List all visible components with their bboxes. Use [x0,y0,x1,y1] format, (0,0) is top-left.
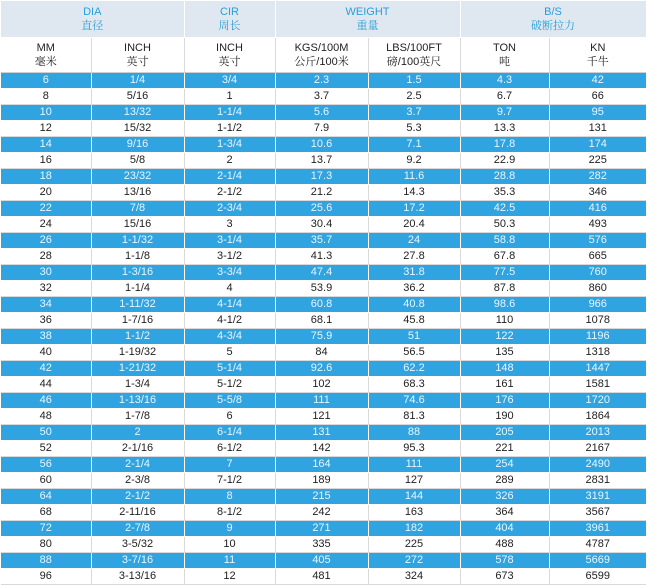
cell-weight-lbs: 1.5 [368,73,460,89]
cell-bs-kn: 95 [549,105,646,121]
cell-dia-inch: 1-3/16 [91,265,184,281]
cell-bs-kn: 4787 [549,537,646,553]
unit-sublabel: 吨 [499,56,510,68]
cell-weight-kgs: 84 [275,345,368,361]
cell-weight-kgs: 3.7 [275,89,368,105]
unit-label: KN [590,42,606,54]
cell-cir-inch: 7 [184,457,275,473]
table-row [1,281,646,297]
table-row [1,409,646,425]
cell-weight-lbs: 14.3 [368,185,460,201]
cell-bs-ton: 161 [460,377,549,393]
cell-bs-kn: 174 [549,137,646,153]
cell-bs-ton: 77.5 [460,265,549,281]
table-row [1,569,646,585]
cell-cir-inch: 5-5/8 [184,393,275,409]
cell-weight-kgs: 271 [275,521,368,537]
cell-dia-mm: 14 [1,137,91,153]
cell-dia-inch: 1-1/2 [91,329,184,345]
table-row [1,553,646,569]
cell-bs-kn: 2831 [549,473,646,489]
cell-weight-lbs: 27.8 [368,249,460,265]
cell-cir-inch: 1-3/4 [184,137,275,153]
cell-cir-inch: 4-1/4 [184,297,275,313]
cell-weight-lbs: 20.4 [368,217,460,233]
cell-cir-inch: 1-1/4 [184,105,275,121]
table-row [1,505,646,521]
cell-bs-ton: 673 [460,569,549,585]
cell-bs-kn: 665 [549,249,646,265]
cell-weight-kgs: 17.3 [275,169,368,185]
cell-bs-ton: 87.8 [460,281,549,297]
cell-dia-inch: 2-11/16 [91,505,184,521]
group-label: B/S [544,6,562,18]
cell-weight-lbs: 7.1 [368,137,460,153]
cell-bs-ton: 221 [460,441,549,457]
cell-weight-kgs: 47.4 [275,265,368,281]
cell-bs-kn: 493 [549,217,646,233]
cell-bs-kn: 1196 [549,329,646,345]
cell-weight-lbs: 40.8 [368,297,460,313]
cell-weight-kgs: 215 [275,489,368,505]
cell-dia-inch: 1-19/32 [91,345,184,361]
unit-header-inch-dia [91,38,184,73]
group-sublabel: 周长 [218,20,241,32]
table-row [1,169,646,185]
cell-bs-ton: 254 [460,457,549,473]
cell-dia-inch: 23/32 [91,169,184,185]
cell-bs-ton: 190 [460,409,549,425]
cell-dia-inch: 1-7/16 [91,313,184,329]
cell-bs-ton: 35.3 [460,185,549,201]
unit-label: KGS/100M [294,42,349,54]
cell-bs-ton: 135 [460,345,549,361]
cell-bs-kn: 6599 [549,569,646,585]
cell-dia-mm: 60 [1,473,91,489]
cell-weight-kgs: 2.3 [275,73,368,89]
table-row [1,73,646,89]
unit-header-mm [1,38,91,73]
cell-bs-ton: 28.8 [460,169,549,185]
table-body [1,73,646,585]
cell-dia-inch: 2-1/4 [91,457,184,473]
cell-weight-lbs: 31.8 [368,265,460,281]
cell-weight-kgs: 189 [275,473,368,489]
cell-weight-kgs: 92.6 [275,361,368,377]
cell-bs-ton: 122 [460,329,549,345]
cell-dia-inch: 1-21/32 [91,361,184,377]
cell-cir-inch: 1-1/2 [184,121,275,137]
cell-bs-ton: 205 [460,425,549,441]
cell-weight-lbs: 11.6 [368,169,460,185]
cell-bs-kn: 131 [549,121,646,137]
cell-cir-inch: 4 [184,281,275,297]
cell-bs-ton: 22.9 [460,153,549,169]
unit-header-row [1,38,646,73]
cell-dia-mm: 28 [1,249,91,265]
cell-weight-kgs: 35.7 [275,233,368,249]
table-row [1,201,646,217]
table-row [1,441,646,457]
cell-bs-kn: 3961 [549,521,646,537]
cell-dia-mm: 30 [1,265,91,281]
cell-cir-inch: 2-1/4 [184,169,275,185]
cell-cir-inch: 10 [184,537,275,553]
cell-dia-mm: 50 [1,425,91,441]
cell-bs-kn: 1447 [549,361,646,377]
cell-dia-mm: 68 [1,505,91,521]
cell-weight-lbs: 2.5 [368,89,460,105]
cell-bs-ton: 9.7 [460,105,549,121]
cell-cir-inch: 1 [184,89,275,105]
cell-cir-inch: 6-1/4 [184,425,275,441]
cell-cir-inch: 2 [184,153,275,169]
cell-cir-inch: 3-1/2 [184,249,275,265]
unit-sublabel: 千牛 [586,56,609,68]
group-label: CIR [220,6,239,18]
cell-weight-lbs: 24 [368,233,460,249]
cell-weight-lbs: 62.2 [368,361,460,377]
cell-dia-mm: 52 [1,441,91,457]
cell-dia-inch: 1-1/32 [91,233,184,249]
unit-sublabel: 英寸 [126,56,149,68]
cell-dia-mm: 32 [1,281,91,297]
cell-dia-mm: 18 [1,169,91,185]
cell-weight-lbs: 127 [368,473,460,489]
cell-bs-ton: 364 [460,505,549,521]
cell-weight-lbs: 182 [368,521,460,537]
cell-cir-inch: 5 [184,345,275,361]
cell-weight-lbs: 163 [368,505,460,521]
cell-dia-inch: 2-3/8 [91,473,184,489]
cell-dia-inch: 7/8 [91,201,184,217]
cell-dia-mm: 8 [1,89,91,105]
cell-dia-inch: 1-1/8 [91,249,184,265]
cell-weight-kgs: 242 [275,505,368,521]
cell-bs-kn: 3191 [549,489,646,505]
cell-bs-ton: 404 [460,521,549,537]
cell-cir-inch: 6 [184,409,275,425]
table-row [1,457,646,473]
cell-bs-ton: 6.7 [460,89,549,105]
unit-sublabel: 毫米 [34,56,57,68]
group-header-cir [184,1,275,38]
rope-spec-table [1,1,647,585]
unit-header-kn [549,38,646,73]
unit-header-lbs [368,38,460,73]
cell-dia-mm: 36 [1,313,91,329]
table-row [1,393,646,409]
cell-weight-lbs: 81.3 [368,409,460,425]
group-sublabel: 直径 [81,20,104,32]
cell-weight-lbs: 88 [368,425,460,441]
spec-table-container [0,1,647,582]
cell-dia-inch: 9/16 [91,137,184,153]
cell-bs-ton: 4.3 [460,73,549,89]
cell-weight-lbs: 56.5 [368,345,460,361]
cell-dia-inch: 5/16 [91,89,184,105]
cell-weight-kgs: 41.3 [275,249,368,265]
unit-label: INCH [216,42,243,54]
cell-weight-kgs: 13.7 [275,153,368,169]
cell-cir-inch: 3/4 [184,73,275,89]
cell-weight-kgs: 111 [275,393,368,409]
cell-dia-mm: 88 [1,553,91,569]
table-row [1,249,646,265]
cell-weight-kgs: 21.2 [275,185,368,201]
table-row [1,425,646,441]
table-row [1,473,646,489]
cell-cir-inch: 12 [184,569,275,585]
table-row [1,121,646,137]
cell-dia-mm: 26 [1,233,91,249]
cell-weight-lbs: 74.6 [368,393,460,409]
cell-bs-kn: 576 [549,233,646,249]
cell-bs-kn: 5669 [549,553,646,569]
table-row [1,297,646,313]
unit-label: LBS/100FT [386,42,442,54]
cell-dia-mm: 80 [1,537,91,553]
cell-weight-kgs: 75.9 [275,329,368,345]
cell-dia-inch: 2-1/16 [91,441,184,457]
cell-cir-inch: 5-1/2 [184,377,275,393]
cell-bs-kn: 966 [549,297,646,313]
cell-bs-kn: 1864 [549,409,646,425]
table-row [1,345,646,361]
cell-cir-inch: 4-3/4 [184,329,275,345]
cell-dia-inch: 2-1/2 [91,489,184,505]
cell-weight-lbs: 9.2 [368,153,460,169]
cell-bs-kn: 2167 [549,441,646,457]
cell-weight-kgs: 335 [275,537,368,553]
cell-dia-mm: 10 [1,105,91,121]
cell-weight-kgs: 30.4 [275,217,368,233]
cell-dia-inch: 1-3/4 [91,377,184,393]
cell-dia-inch: 1-11/32 [91,297,184,313]
cell-bs-ton: 110 [460,313,549,329]
cell-bs-ton: 289 [460,473,549,489]
cell-dia-mm: 64 [1,489,91,505]
cell-weight-lbs: 5.3 [368,121,460,137]
unit-sublabel: 磅/100英尺 [386,56,442,68]
cell-weight-lbs: 324 [368,569,460,585]
cell-bs-ton: 50.3 [460,217,549,233]
cell-dia-mm: 56 [1,457,91,473]
cell-weight-lbs: 144 [368,489,460,505]
cell-weight-lbs: 68.3 [368,377,460,393]
table-row [1,521,646,537]
unit-label: MM [36,42,55,54]
cell-bs-kn: 282 [549,169,646,185]
cell-weight-lbs: 17.2 [368,201,460,217]
cell-weight-kgs: 60.8 [275,297,368,313]
group-header-dia [1,1,184,38]
unit-header-ton [460,38,549,73]
cell-weight-kgs: 68.1 [275,313,368,329]
cell-dia-inch: 3-13/16 [91,569,184,585]
cell-weight-lbs: 45.8 [368,313,460,329]
cell-cir-inch: 11 [184,553,275,569]
cell-weight-kgs: 53.9 [275,281,368,297]
cell-bs-kn: 1581 [549,377,646,393]
cell-bs-kn: 42 [549,73,646,89]
cell-dia-inch: 3-7/16 [91,553,184,569]
cell-weight-kgs: 405 [275,553,368,569]
cell-bs-kn: 225 [549,153,646,169]
cell-dia-inch: 13/32 [91,105,184,121]
cell-bs-kn: 2013 [549,425,646,441]
cell-dia-inch: 1-1/4 [91,281,184,297]
group-label: WEIGHT [345,6,390,18]
table-row [1,185,646,201]
cell-weight-lbs: 111 [368,457,460,473]
cell-weight-lbs: 272 [368,553,460,569]
cell-bs-kn: 416 [549,201,646,217]
table-row [1,233,646,249]
cell-dia-mm: 20 [1,185,91,201]
cell-dia-inch: 15/32 [91,121,184,137]
cell-cir-inch: 8-1/2 [184,505,275,521]
cell-bs-ton: 148 [460,361,549,377]
cell-cir-inch: 3-1/4 [184,233,275,249]
cell-dia-mm: 72 [1,521,91,537]
group-header-weight [275,1,460,38]
cell-dia-mm: 6 [1,73,91,89]
unit-sublabel: 英寸 [218,56,241,68]
cell-weight-kgs: 164 [275,457,368,473]
cell-dia-mm: 42 [1,361,91,377]
cell-cir-inch: 3 [184,217,275,233]
table-row [1,217,646,233]
cell-cir-inch: 2-3/4 [184,201,275,217]
table-row [1,153,646,169]
cell-dia-inch: 1-7/8 [91,409,184,425]
cell-dia-inch: 15/16 [91,217,184,233]
cell-weight-kgs: 25.6 [275,201,368,217]
cell-cir-inch: 3-3/4 [184,265,275,281]
cell-bs-kn: 346 [549,185,646,201]
cell-dia-inch: 2 [91,425,184,441]
cell-bs-ton: 98.6 [460,297,549,313]
table-row [1,537,646,553]
cell-weight-kgs: 121 [275,409,368,425]
unit-header-kgs [275,38,368,73]
cell-bs-ton: 13.3 [460,121,549,137]
cell-dia-mm: 96 [1,569,91,585]
cell-bs-ton: 578 [460,553,549,569]
table-row [1,313,646,329]
cell-dia-inch: 2-7/8 [91,521,184,537]
cell-cir-inch: 5-1/4 [184,361,275,377]
cell-dia-mm: 34 [1,297,91,313]
cell-dia-mm: 44 [1,377,91,393]
group-label: DIA [83,6,102,18]
cell-bs-ton: 42.5 [460,201,549,217]
cell-dia-inch: 5/8 [91,153,184,169]
table-row [1,137,646,153]
cell-bs-kn: 760 [549,265,646,281]
cell-bs-ton: 176 [460,393,549,409]
cell-weight-kgs: 10.6 [275,137,368,153]
unit-sublabel: 公斤/100米 [294,56,349,68]
cell-weight-lbs: 95.3 [368,441,460,457]
cell-weight-kgs: 7.9 [275,121,368,137]
cell-cir-inch: 4-1/2 [184,313,275,329]
unit-label: TON [492,42,517,54]
table-row [1,105,646,121]
cell-bs-kn: 1720 [549,393,646,409]
table-row [1,329,646,345]
cell-dia-mm: 24 [1,217,91,233]
cell-dia-mm: 38 [1,329,91,345]
cell-bs-ton: 58.8 [460,233,549,249]
cell-dia-mm: 12 [1,121,91,137]
cell-dia-inch: 1/4 [91,73,184,89]
cell-dia-inch: 3-5/32 [91,537,184,553]
cell-bs-kn: 2490 [549,457,646,473]
cell-bs-kn: 3567 [549,505,646,521]
cell-weight-lbs: 225 [368,537,460,553]
cell-cir-inch: 6-1/2 [184,441,275,457]
group-header-row [1,1,646,38]
cell-dia-mm: 40 [1,345,91,361]
group-header-bs [460,1,646,38]
cell-dia-mm: 46 [1,393,91,409]
cell-bs-ton: 326 [460,489,549,505]
cell-cir-inch: 8 [184,489,275,505]
cell-weight-kgs: 131 [275,425,368,441]
cell-weight-kgs: 102 [275,377,368,393]
cell-cir-inch: 2-1/2 [184,185,275,201]
cell-dia-mm: 16 [1,153,91,169]
cell-bs-kn: 860 [549,281,646,297]
cell-weight-kgs: 5.6 [275,105,368,121]
table-row [1,361,646,377]
group-sublabel: 破断拉力 [531,20,575,32]
cell-bs-kn: 66 [549,89,646,105]
cell-bs-ton: 488 [460,537,549,553]
table-row [1,265,646,281]
table-row [1,377,646,393]
cell-dia-mm: 48 [1,409,91,425]
table-row [1,489,646,505]
cell-weight-lbs: 51 [368,329,460,345]
cell-bs-kn: 1078 [549,313,646,329]
cell-weight-lbs: 36.2 [368,281,460,297]
cell-cir-inch: 7-1/2 [184,473,275,489]
cell-dia-mm: 22 [1,201,91,217]
cell-weight-lbs: 3.7 [368,105,460,121]
unit-label: INCH [124,42,151,54]
cell-bs-kn: 1318 [549,345,646,361]
cell-bs-ton: 17.8 [460,137,549,153]
group-sublabel: 重量 [356,20,379,32]
cell-dia-inch: 13/16 [91,185,184,201]
cell-weight-kgs: 142 [275,441,368,457]
cell-bs-ton: 67.8 [460,249,549,265]
cell-weight-kgs: 481 [275,569,368,585]
unit-header-inch-cir [184,38,275,73]
cell-cir-inch: 9 [184,521,275,537]
table-row [1,89,646,105]
cell-dia-inch: 1-13/16 [91,393,184,409]
